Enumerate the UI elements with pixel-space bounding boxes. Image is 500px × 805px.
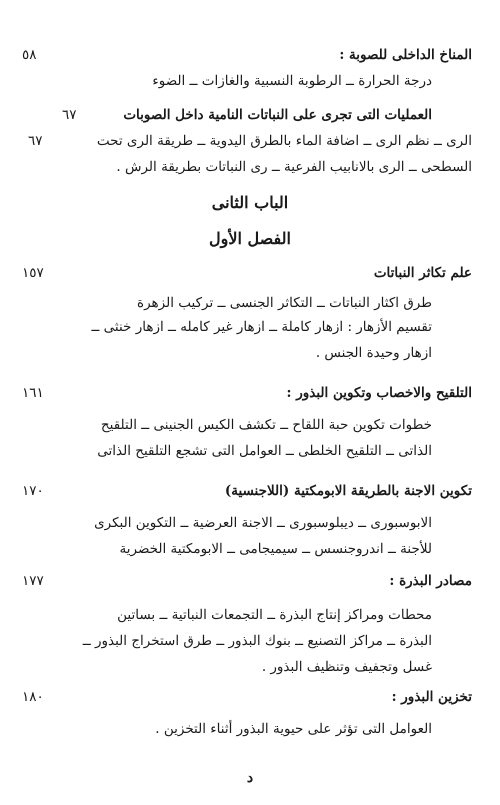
- section-title: تكوين الاجنة بالطريقة الابومكتية (اللاجنسية): [224, 483, 472, 499]
- section-line: الابوسبورى ــ ديبلوسبورى ــ الاجنة العرضية ــ التكوين البكرى: [94, 515, 432, 531]
- toc-page-number: ١٧٠: [22, 483, 44, 499]
- section-line: تقسيم الأزهار : ازهار كاملة ــ ازهار غير كامله ــ ازهار خنثى ــ: [91, 319, 432, 335]
- page-footer-letter: د: [246, 770, 254, 786]
- section-line: للأجنة ــ اندروجنسس ــ سيميجامى ــ الابومكتية الخضرية: [119, 541, 432, 557]
- section-title: علم تكاثر النباتات: [373, 265, 472, 281]
- toc-entry-title: العمليات التى تجرى على النباتات النامية داخل الصوبات: [123, 107, 432, 123]
- section-title: التلقيح والاخصاب وتكوين البذور :: [286, 385, 472, 401]
- chapter-heading: الفصل الأول: [209, 229, 291, 248]
- section-line: البذرة ــ مراكز التصنيع ــ بنوك البذور ــ طرق استخراج البذور ــ: [82, 633, 432, 649]
- toc-page-number: ١٨٠: [22, 689, 44, 705]
- toc-page-number: ٥٨: [22, 47, 37, 63]
- toc-page-number: ١٧٧: [22, 573, 44, 589]
- section-line: خطوات تكوين حبة اللقاح ــ تكشف الكيس الجنينى ــ التلقيح: [100, 417, 432, 433]
- section-title: تخزين البذور :: [391, 689, 472, 705]
- toc-entry-line: درجة الحرارة ــ الرطوبة النسبية والغازات ــ الضوء: [152, 73, 432, 89]
- part-heading: الباب الثانى: [211, 193, 289, 212]
- section-line: طرق اكثار النباتات ــ التكاثر الجنسى ــ تركيب الزهرة: [137, 295, 432, 311]
- section-title: مصادر البذرة :: [389, 573, 472, 589]
- toc-entry-title: المناخ الداخلى للصوبة :: [339, 47, 472, 63]
- toc-page-number: ١٦١: [22, 385, 44, 401]
- toc-page-number: ٦٧: [28, 133, 43, 149]
- section-line: الذاتى ــ التلقيح الخلطى ــ العوامل التى تشجع التلقيح الذاتى: [97, 443, 432, 459]
- section-line: محطات ومراكز إنتاج البذرة ــ التجمعات النباتية ــ بساتين: [117, 607, 432, 623]
- toc-entry-line: الرى ــ نظم الرى ــ اضافة الماء بالطرق اليدوية ــ طريقة الرى تحت: [96, 133, 472, 149]
- toc-page-number: ١٥٧: [22, 265, 44, 281]
- toc-page-number: ٦٧: [62, 107, 77, 123]
- toc-entry-line: السطحى ــ الرى بالانابيب الفرعية ــ رى النباتات بطريقة الرش .: [116, 159, 472, 175]
- section-line: ازهار وحيدة الجنس .: [315, 345, 432, 361]
- section-line: العوامل التى تؤثر على حيوية البذور أثناء التخزين .: [155, 721, 432, 737]
- section-line: غسل وتجفيف وتنظيف البذور .: [261, 659, 432, 675]
